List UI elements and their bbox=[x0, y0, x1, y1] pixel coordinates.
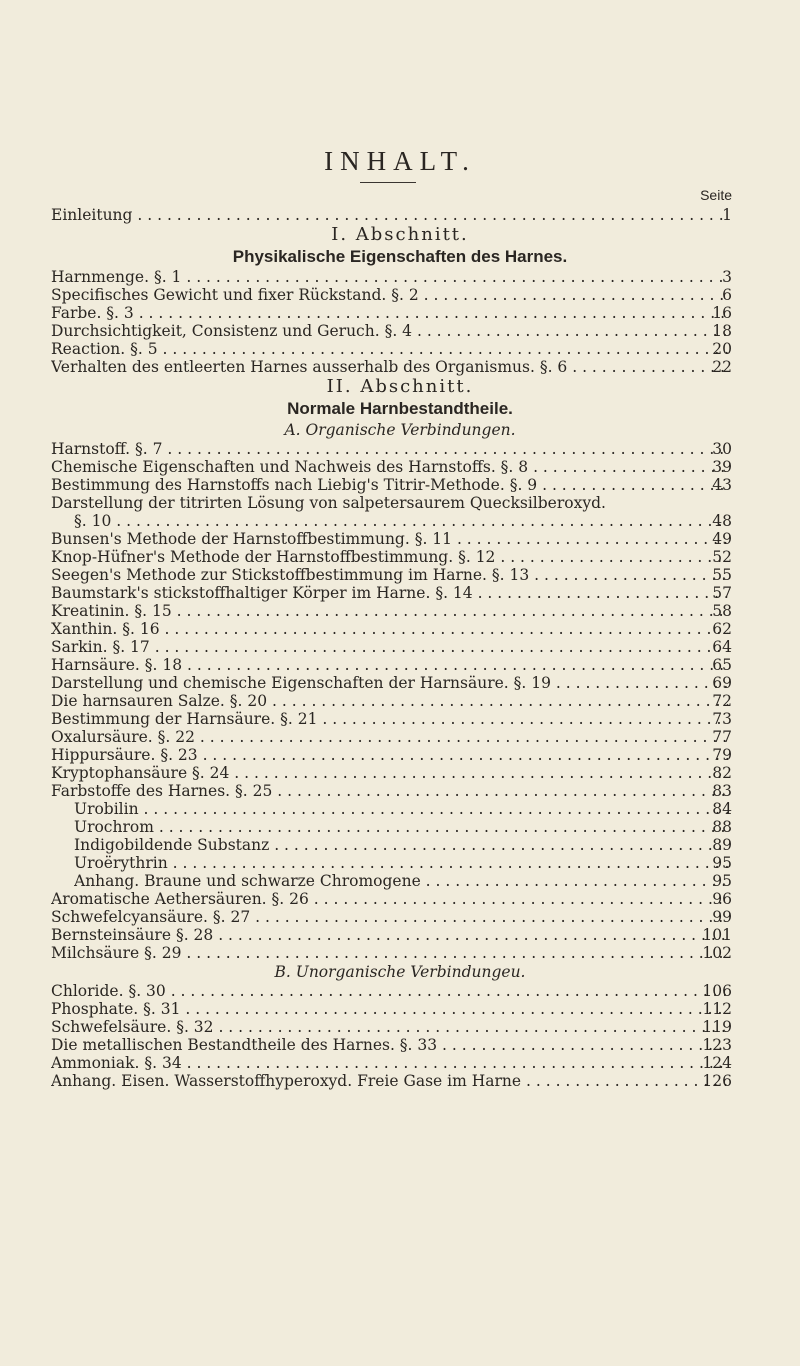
toc-entry-split-line1 bbox=[0, 494, 800, 512]
toc-entry bbox=[0, 1072, 800, 1090]
entry-page: 96 bbox=[712, 890, 732, 908]
entry-text: Hippursäure. §. 23 . . . bbox=[51, 746, 728, 764]
entry-page: 69 bbox=[712, 674, 732, 692]
entry-text: §. 10 . . . bbox=[74, 512, 728, 530]
entry-text: Chemische Eigenschaften und Nachweis des Harnstoffs. §. 8 . . . bbox=[51, 458, 728, 476]
entry-page: 72 bbox=[712, 692, 732, 710]
entry-text: Bestimmung der Harnsäure. §. 21 . . . bbox=[51, 710, 728, 728]
section2-a-list-1 bbox=[0, 440, 800, 494]
entry-page: 18 bbox=[712, 322, 732, 340]
entry-text: Baumstark's stickstoffhaltiger Körper im Harne. §. 14 . . . bbox=[51, 584, 728, 602]
entry-text: Farbstoffe des Harnes. §. 25 . . . bbox=[51, 782, 728, 800]
toc-entry bbox=[0, 746, 800, 764]
toc-entry bbox=[0, 530, 800, 548]
entry-page: 123 bbox=[702, 1036, 732, 1054]
section2-b-list bbox=[0, 982, 800, 1090]
entry-text: Die metallischen Bestandtheile des Harnes. §. 33 . . . bbox=[51, 1036, 728, 1054]
subsection-a-heading: A. Organische Verbindungen. bbox=[284, 421, 516, 439]
entry-text: Ammoniak. §. 34 . . . bbox=[51, 1054, 728, 1072]
entry-page: 58 bbox=[712, 602, 732, 620]
entry-page: 52 bbox=[712, 548, 732, 566]
section2-a-list-2 bbox=[0, 530, 800, 800]
entry-page: 62 bbox=[712, 620, 732, 638]
toc-entry bbox=[0, 872, 800, 890]
section2-subtitle: Normale Harnbestandtheile. bbox=[287, 399, 513, 418]
entry-text: Knop-Hüfner's Methode der Harnstoffbestimmung. §. 12 . . . bbox=[51, 548, 728, 566]
entry-text: Schwefelsäure. §. 32 . . . bbox=[51, 1018, 728, 1036]
entry-page: 22 bbox=[712, 358, 732, 376]
toc-entry bbox=[0, 620, 800, 638]
toc-entry bbox=[0, 836, 800, 854]
entry-page: 95 bbox=[712, 854, 732, 872]
entry-text: Schwefelcyansäure. §. 27 . . . bbox=[51, 908, 728, 926]
entry-page: 30 bbox=[712, 440, 732, 458]
entry-text: Seegen's Methode zur Stickstoffbestimmung im Harne. §. 13 . . . bbox=[51, 566, 728, 584]
toc-entry bbox=[0, 440, 800, 458]
entry-page: 102 bbox=[702, 944, 732, 962]
entry-text: Farbe. §. 3 . . . bbox=[51, 304, 728, 322]
entry-text: Verhalten des entleerten Harnes ausserhalb des Organismus. §. 6 . . . bbox=[51, 358, 728, 376]
section1-heading: I. Abschnitt. bbox=[331, 224, 469, 245]
toc-block bbox=[0, 206, 800, 1090]
entry-text: Kryptophansäure §. 24 . . . bbox=[51, 764, 728, 782]
entry-page: 65 bbox=[712, 656, 732, 674]
entry-text: Darstellung der titrirten Lösung von salpetersaurem Quecksilberoxyd. bbox=[51, 494, 606, 512]
toc-entry bbox=[0, 1000, 800, 1018]
entry-text: Bunsen's Methode der Harnstoffbestimmung. §. 11 . . . bbox=[51, 530, 728, 548]
entry-page: 126 bbox=[702, 1072, 732, 1090]
title-rule bbox=[360, 182, 416, 183]
toc-entry bbox=[0, 764, 800, 782]
entry-page: 77 bbox=[712, 728, 732, 746]
entry-text: Specifisches Gewicht und fixer Rückstand. §. 2 . . . bbox=[51, 286, 728, 304]
entry-page: 84 bbox=[712, 800, 732, 818]
entry-page: 101 bbox=[702, 926, 732, 944]
entry-page: 64 bbox=[712, 638, 732, 656]
entry-text: Urobilin . . . bbox=[74, 800, 728, 818]
entry-text: Anhang. Braune und schwarze Chromogene . . . bbox=[74, 872, 728, 890]
entry-page: 88 bbox=[712, 818, 732, 836]
toc-entry bbox=[0, 322, 800, 340]
entry-text: Chloride. §. 30 . . . bbox=[51, 982, 728, 1000]
entry-page: 99 bbox=[712, 908, 732, 926]
toc-entry bbox=[0, 304, 800, 322]
entry-page: 49 bbox=[712, 530, 732, 548]
toc-entry bbox=[0, 548, 800, 566]
toc-entry bbox=[0, 710, 800, 728]
toc-entry bbox=[0, 728, 800, 746]
entry-page: 1 bbox=[722, 206, 732, 224]
entry-text: Xanthin. §. 16 . . . bbox=[51, 620, 728, 638]
entry-text: Kreatinin. §. 15 . . . bbox=[51, 602, 728, 620]
entry-text: Harnstoff. §. 7 . . . bbox=[51, 440, 728, 458]
toc-entry bbox=[0, 1054, 800, 1072]
entry-page: 73 bbox=[712, 710, 732, 728]
entry-page: 83 bbox=[712, 782, 732, 800]
entry-text: Harnsäure. §. 18 . . . bbox=[51, 656, 728, 674]
toc-entry bbox=[0, 566, 800, 584]
toc-entry bbox=[0, 926, 800, 944]
entry-text: Indigobildende Substanz . . . bbox=[74, 836, 728, 854]
toc-entry bbox=[0, 674, 800, 692]
toc-entry bbox=[0, 944, 800, 962]
entry-page: 48 bbox=[712, 512, 732, 530]
entry-page: 119 bbox=[702, 1018, 732, 1036]
toc-entry bbox=[0, 638, 800, 656]
toc-entry bbox=[0, 602, 800, 620]
entry-text: Phosphate. §. 31 . . . bbox=[51, 1000, 728, 1018]
entry-text: Darstellung und chemische Eigenschaften der Harnsäure. §. 19 . . . bbox=[51, 674, 728, 692]
page-title: INHALT. bbox=[324, 146, 476, 176]
entry-text: Bestimmung des Harnstoffs nach Liebig's Titrir-Methode. §. 9 . . . bbox=[51, 476, 728, 494]
section2-heading: II. Abschnitt. bbox=[326, 376, 474, 397]
entry-text: Urochrom . . . bbox=[74, 818, 728, 836]
toc-entry bbox=[0, 692, 800, 710]
toc-entry bbox=[0, 476, 800, 494]
entry-text: Sarkin. §. 17 . . . bbox=[51, 638, 728, 656]
toc-entry-split-line2 bbox=[0, 512, 800, 530]
entry-text: Durchsichtigkeit, Consistenz und Geruch. §. 4 . . . bbox=[51, 322, 728, 340]
toc-entry bbox=[0, 268, 800, 286]
toc-entry bbox=[0, 584, 800, 602]
toc-entry bbox=[0, 800, 800, 818]
section1-subtitle: Physikalische Eigenschaften des Harnes. bbox=[232, 247, 568, 266]
entry-page: 82 bbox=[712, 764, 732, 782]
section2-a-list-indented bbox=[0, 800, 800, 890]
toc-entry bbox=[0, 818, 800, 836]
toc-entry bbox=[0, 1018, 800, 1036]
entry-text: Einleitung . . . bbox=[51, 206, 728, 224]
entry-page: 79 bbox=[712, 746, 732, 764]
entry-page: 95 bbox=[712, 872, 732, 890]
toc-entry bbox=[0, 286, 800, 304]
seite-label: Seite bbox=[700, 187, 732, 203]
entry-page: 43 bbox=[712, 476, 732, 494]
entry-text: Oxalursäure. §. 22 . . . bbox=[51, 728, 728, 746]
toc-entry bbox=[0, 890, 800, 908]
toc-entry bbox=[0, 656, 800, 674]
entry-page: 89 bbox=[712, 836, 732, 854]
toc-entry bbox=[0, 1036, 800, 1054]
entry-page: 6 bbox=[722, 286, 732, 304]
section2-a-list-3 bbox=[0, 890, 800, 962]
entry-page: 57 bbox=[712, 584, 732, 602]
entry-text: Die harnsauren Salze. §. 20 . . . bbox=[51, 692, 728, 710]
entry-text: Harnmenge. §. 1 . . . bbox=[51, 268, 728, 286]
entry-text: Reaction. §. 5 . . . bbox=[51, 340, 728, 358]
toc-entry bbox=[0, 782, 800, 800]
toc-entry bbox=[0, 340, 800, 358]
entry-page: 112 bbox=[702, 1000, 732, 1018]
section1-list bbox=[0, 268, 800, 376]
entry-page: 3 bbox=[722, 268, 732, 286]
entry-page: 20 bbox=[712, 340, 732, 358]
entry-text: Anhang. Eisen. Wasserstoffhyperoxyd. Freie Gase im Harne . . . bbox=[51, 1072, 728, 1090]
subsection-b-heading: B. Unorganische Verbindungeu. bbox=[274, 963, 526, 981]
entry-page: 39 bbox=[712, 458, 732, 476]
toc-entry bbox=[0, 358, 800, 376]
toc-entry bbox=[0, 458, 800, 476]
entry-text: Uroërythrin . . . bbox=[74, 854, 728, 872]
entry-page: 55 bbox=[712, 566, 732, 584]
toc-entry bbox=[0, 982, 800, 1000]
entry-text: Milchsäure §. 29 . . . bbox=[51, 944, 728, 962]
toc-entry bbox=[0, 854, 800, 872]
entry-page: 16 bbox=[712, 304, 732, 322]
toc-entry-intro bbox=[0, 206, 800, 224]
entry-text: Bernsteinsäure §. 28 . . . bbox=[51, 926, 728, 944]
entry-page: 106 bbox=[702, 982, 732, 1000]
entry-page: 124 bbox=[702, 1054, 732, 1072]
entry-text: Aromatische Aethersäuren. §. 26 . . . bbox=[51, 890, 728, 908]
toc-entry bbox=[0, 908, 800, 926]
